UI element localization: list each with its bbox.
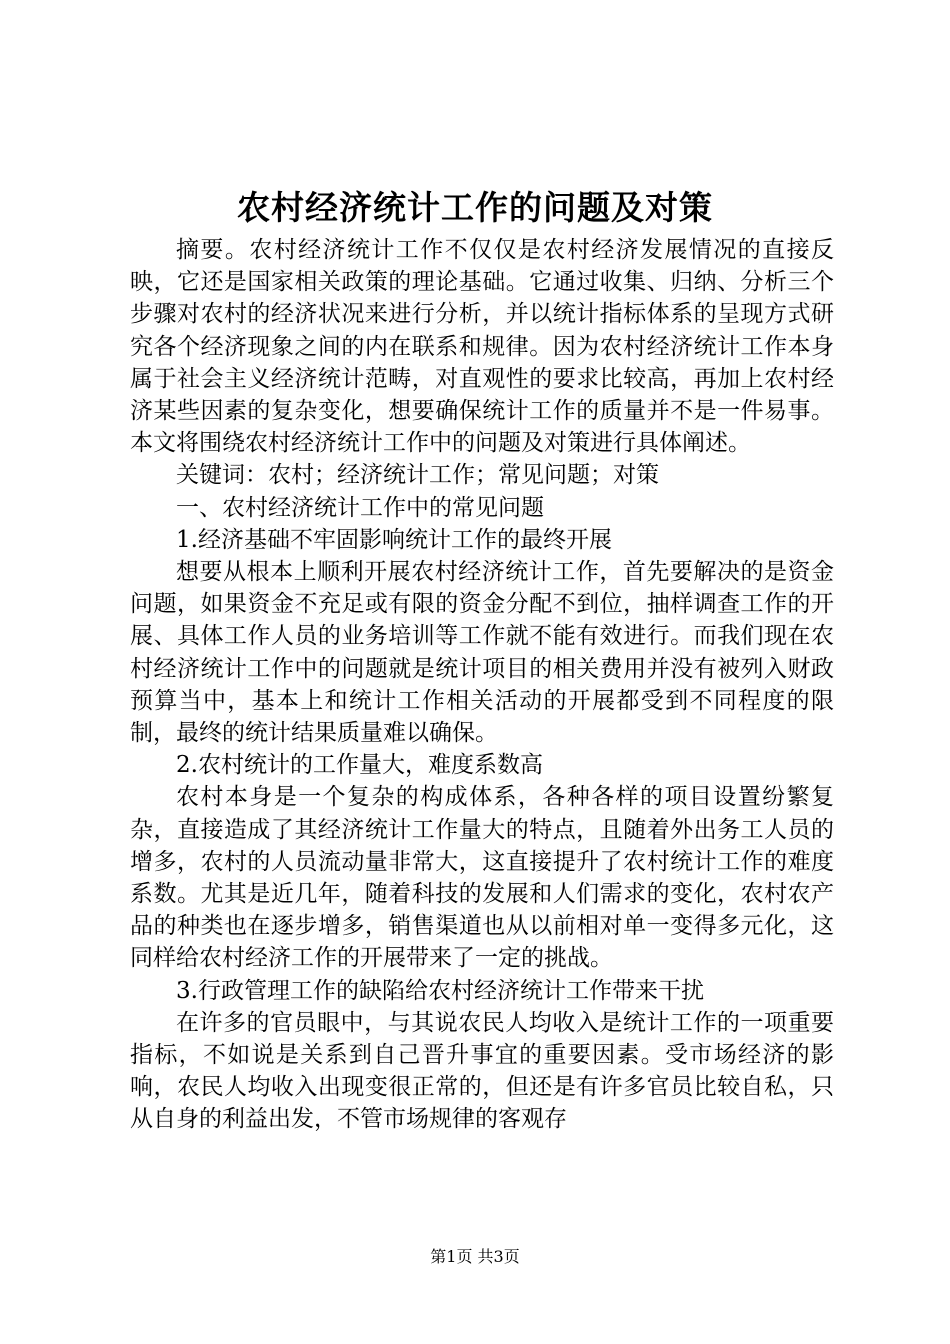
body-paragraph: 农村本身是一个复杂的构成体系，各种各样的项目设置纷繁复杂，直接造成了其经济统计工作量大的特点，且随着外出务工人员的增多，农村的人员流动量非常大，这直接提升了农村统计工作的难度系数。尤其是近几年，随着科技的发展和人们需求的变化，农村农产品的种类也在逐步增多，销售渠道也从以前相对单一变得多元化，这同样给农村经济工作的开展带来了一定的挑战。 [130,784,834,972]
body-paragraph: 想要从根本上顺利开展农村经济统计工作，首先要解决的是资金问题，如果资金不充足或有限的资金分配不到位，抽样调查工作的开展、具体工作人员的业务培训等工作就不能有效进行。而我们现在农村经济统计工作中的问题就是统计项目的相关费用并没有被列入财政预算当中，基本上和统计工作相关活动的开展都受到不同程度的限制，最终的统计结果质量难以确保。 [130,559,834,747]
subsection-heading: 2.农村统计的工作量大，难度系数高 [176,752,543,779]
subsection-heading: 3.行政管理工作的缺陷给农村经济统计工作带来干扰 [176,977,704,1004]
document-title: 农村经济统计工作的问题及对策 [237,188,713,227]
subsection-heading: 1.经济基础不牢固影响统计工作的最终开展 [176,526,612,553]
document-body [130,234,834,1136]
page-number-footer: 第1页 共3页 [430,1247,520,1266]
abstract-paragraph: 摘要。农村经济统计工作不仅仅是农村经济发展情况的直接反映，它还是国家相关政策的理论基础。它通过收集、归纳、分析三个步骤对农村的经济状况来进行分析，并以统计指标体系的呈现方式研究各个经济现象之间的内在联系和规律。因为农村经济统计工作本身属于社会主义经济统计范畴，对直观性的要求比较高，再加上农村经济某些因素的复杂变化，想要确保统计工作的质量并不是一件易事。本文将围绕农村经济统计工作中的问题及对策进行具体阐述。 [130,237,834,457]
section-heading: 一、农村经济统计工作中的常见问题 [176,494,544,521]
body-paragraph: 在许多的官员眼中，与其说农民人均收入是统计工作的一项重要指标，不如说是关系到自己晋升事宜的重要因素。受市场经济的影响，农民人均收入出现变很正常的，但还是有许多官员比较自私，只从自身的利益出发，不管市场规律的客观存 [130,1009,834,1133]
keywords-line: 关键词：农村；经济统计工作；常见问题；对策 [176,462,659,489]
